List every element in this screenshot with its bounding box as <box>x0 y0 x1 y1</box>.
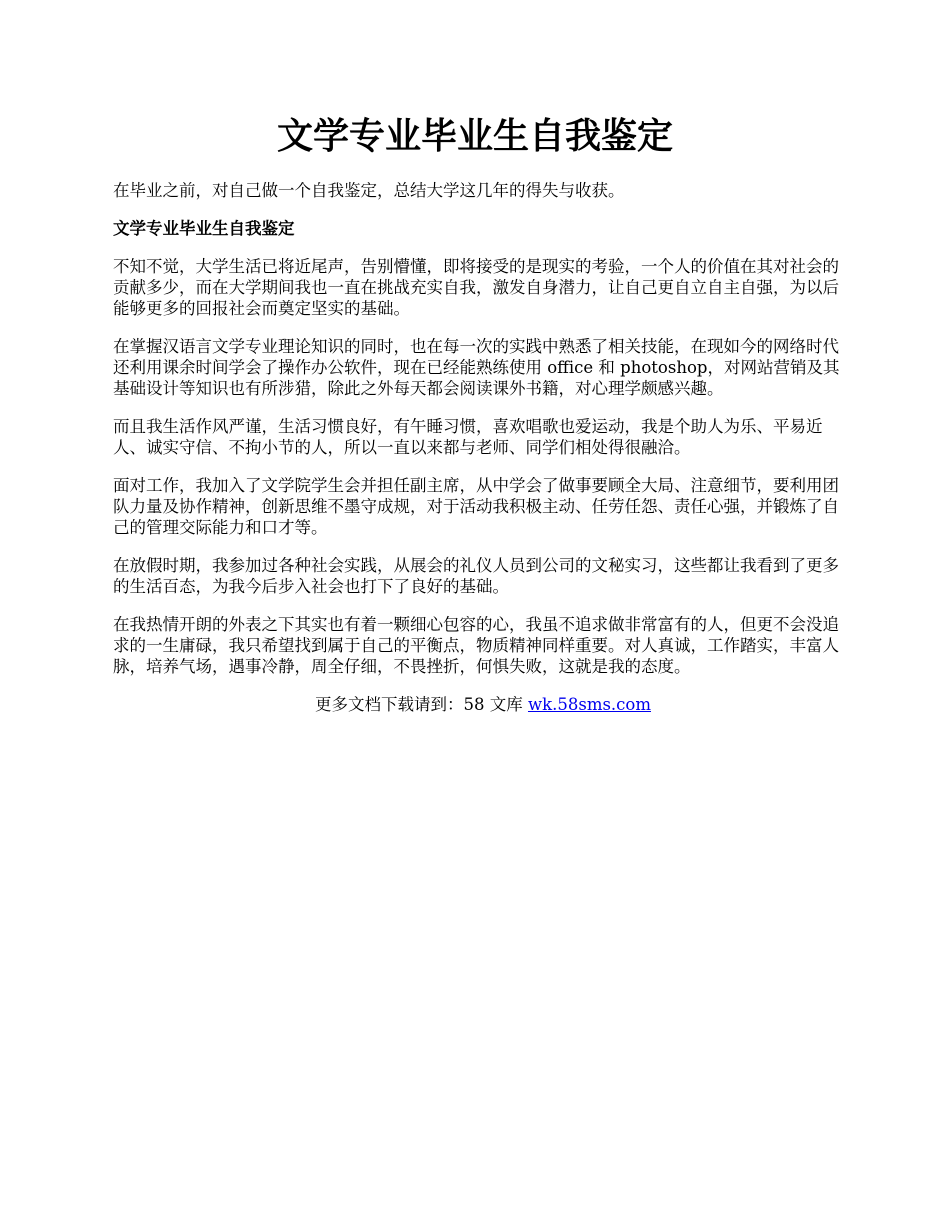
body-paragraph-3: 而且我生活作风严谨，生活习惯良好，有午睡习惯，喜欢唱歌也爱运动，我是个助人为乐、平易近人、诚实守信、不拘小节的人，所以一直以来都与老师、同学们相处得很融洽。 <box>113 417 823 457</box>
document-title: 文学专业毕业生自我鉴定 <box>276 115 673 157</box>
intro-paragraph: 在毕业之前，对自己做一个自我鉴定，总结大学这几年的得失与收获。 <box>113 181 625 200</box>
footer-link[interactable]: wk.58sms.com <box>527 695 651 714</box>
body-paragraph-1: 不知不觉，大学生活已将近尾声，告别懵懂，即将接受的是现实的考验，一个人的价值在其对社会的贡献多少，而在大学期间我也一直在挑战充实自我，激发自身潜力，让自己更自立自主自强，为以后能够更多的回报社会而奠定坚实的基础。 <box>113 257 839 318</box>
document-body <box>113 180 853 715</box>
download-footer <box>113 694 853 715</box>
body-paragraph-2: 在掌握汉语言文学专业理论知识的同时，也在每一次的实践中熟悉了相关技能，在现如今的网络时代还利用课余时间学会了操作办公软件，现在已经能熟练使用 office 和 photoshop，对网站营销及其基础设计等知识也有所涉猎，除此之外每天都会阅读课外书籍，对心理学颇感兴趣。 <box>113 337 840 398</box>
body-paragraph-5: 在放假时期，我参加过各种社会实践，从展会的礼仪人员到公司的文秘实习，这些都让我看到了更多的生活百态，为我今后步入社会也打下了良好的基础。 <box>113 556 839 596</box>
section-heading: 文学专业毕业生自我鉴定 <box>113 219 295 238</box>
body-paragraph-4: 面对工作，我加入了文学院学生会并担任副主席，从中学会了做事要顾全大局、注意细节，要利用团队力量及协作精神，创新思维不墨守成规，对于活动我积极主动、任劳任怨、责任心强，并锻炼了自己的管理交际能力和口才等。 <box>113 476 839 537</box>
footer-text: 更多文档下载请到：58 文库 <box>314 695 528 714</box>
body-paragraph-6: 在我热情开朗的外表之下其实也有着一颗细心包容的心，我虽不追求做非常富有的人，但更不会没追求的一生庸碌，我只希望找到属于自己的平衡点，物质精神同样重要。对人真诚，工作踏实，丰富人脉，培养气场，遇事冷静，周全仔细，不畏挫折，何惧失败，这就是我的态度。 <box>113 615 839 676</box>
